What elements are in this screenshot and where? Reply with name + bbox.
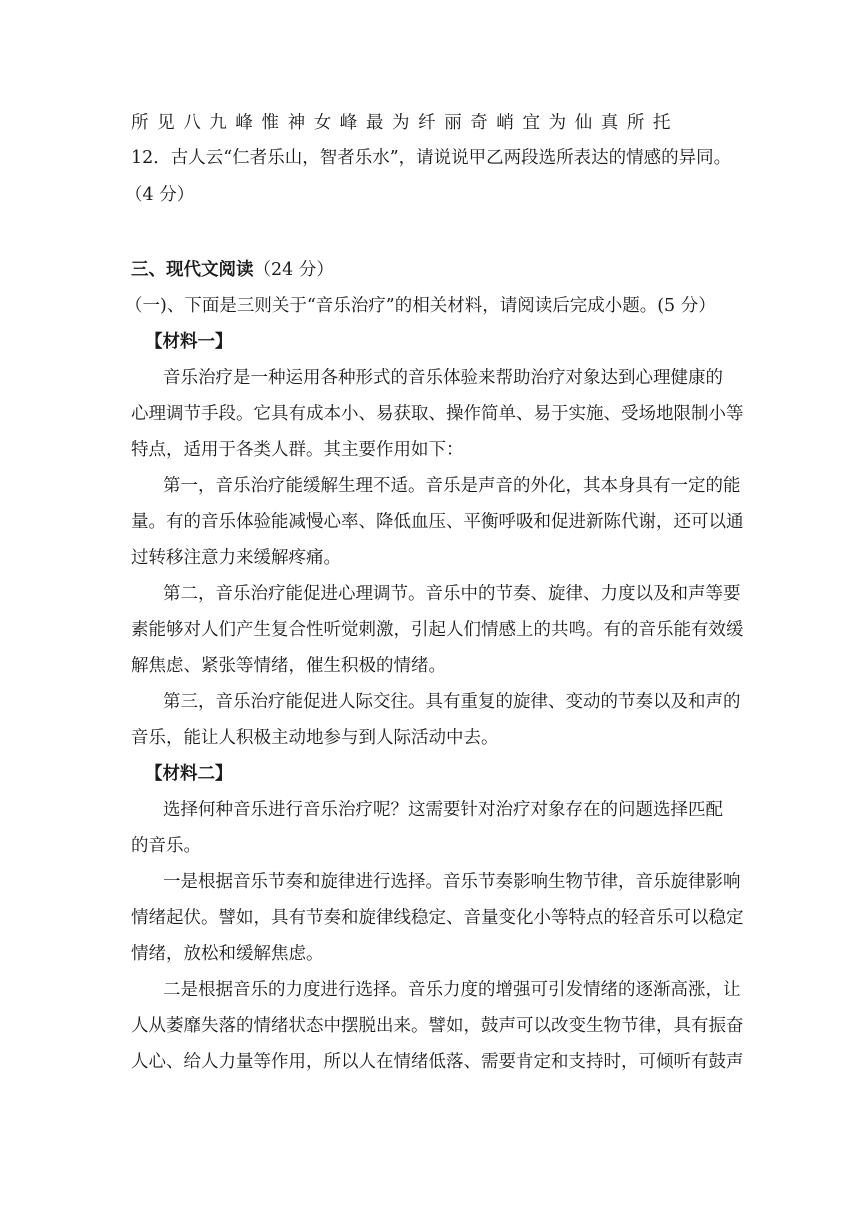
section-3-heading — [131, 258, 334, 282]
material-1-line: 量。有的音乐体验能减慢心率、降低血压、平衡呼吸和促进新陈代谢，还可以通 — [131, 512, 744, 532]
material-2-line: 一是根据音乐节奏和旋律进行选择。音乐节奏影响生物节律，音乐旋律影响 — [163, 872, 741, 892]
question-12-text: 12．古人云“仁者乐山，智者乐水”，请说说甲乙两段选所表达的情感的异同。 — [131, 148, 732, 168]
section-3-intro: （一)、下面是三则关于“音乐治疗”的相关材料，请阅读后完成小题。(5 分） — [125, 296, 716, 316]
section-3-heading-score: （24 分） — [253, 260, 334, 280]
material-1-line: 音乐治疗是一种运用各种形式的音乐体验来帮助治疗对象达到心理健康的 — [163, 368, 723, 388]
material-1-line: 音乐，能让人积极主动地参与到人际活动中去。 — [131, 728, 499, 748]
material-1-line: 第二，音乐治疗能促进心理调节。音乐中的节奏、旋律、力度以及和声等要 — [163, 584, 741, 604]
material-1-line: 素能够对人们产生复合性听觉刺激，引起人们情感上的共鸣。有的音乐能有效缓 — [131, 620, 744, 640]
material-1-title: 【材料一】 — [145, 332, 233, 352]
material-1-line: 第三，音乐治疗能促进人际交往。具有重复的旋律、变动的节奏以及和声的 — [163, 692, 741, 712]
material-1-line: 第一，音乐治疗能缓解生理不适。音乐是声音的外化，其本身具有一定的能 — [163, 476, 741, 496]
material-1-line: 心理调节手段。它具有成本小、易获取、操作简单、易于实施、受场地限制小等 — [131, 404, 744, 424]
section-3-heading-title: 三、现代文阅读 — [131, 260, 254, 280]
material-2-title: 【材料二】 — [145, 764, 233, 784]
material-2-line: 的音乐。 — [131, 836, 201, 856]
material-2-line: 情绪起伏。譬如，具有节奏和旋律线稳定、音量变化小等特点的轻音乐可以稳定 — [131, 908, 744, 928]
material-2-line: 选择何种音乐进行音乐治疗呢？这需要针对治疗对象存在的问题选择匹配 — [163, 800, 723, 820]
material-1-line: 过转移注意力来缓解疼痛。 — [131, 548, 341, 568]
material-1-line: 解焦虑、紧张等情绪，催生积极的情绪。 — [131, 656, 446, 676]
material-2-line: 情绪，放松和缓解焦虑。 — [131, 944, 324, 964]
classical-text-fragment: 所见八九峰惟神女峰最为纤丽奇峭宜为仙真所托 — [131, 113, 680, 133]
material-2-line: 人从萎靡失落的情绪状态中摆脱出来。譬如，鼓声可以改变生物节律，具有振奋 — [131, 1016, 744, 1036]
material-1-line: 特点，适用于各类人群。其主要作用如下： — [131, 440, 464, 460]
question-12-score: （4 分） — [125, 185, 195, 205]
material-2-line: 人心、给人力量等作用，所以人在情绪低落、需要肯定和支持时，可倾听有鼓声 — [131, 1052, 744, 1072]
material-2-line: 二是根据音乐的力度进行选择。音乐力度的增强可引发情绪的逐渐高涨，让 — [163, 980, 741, 1000]
